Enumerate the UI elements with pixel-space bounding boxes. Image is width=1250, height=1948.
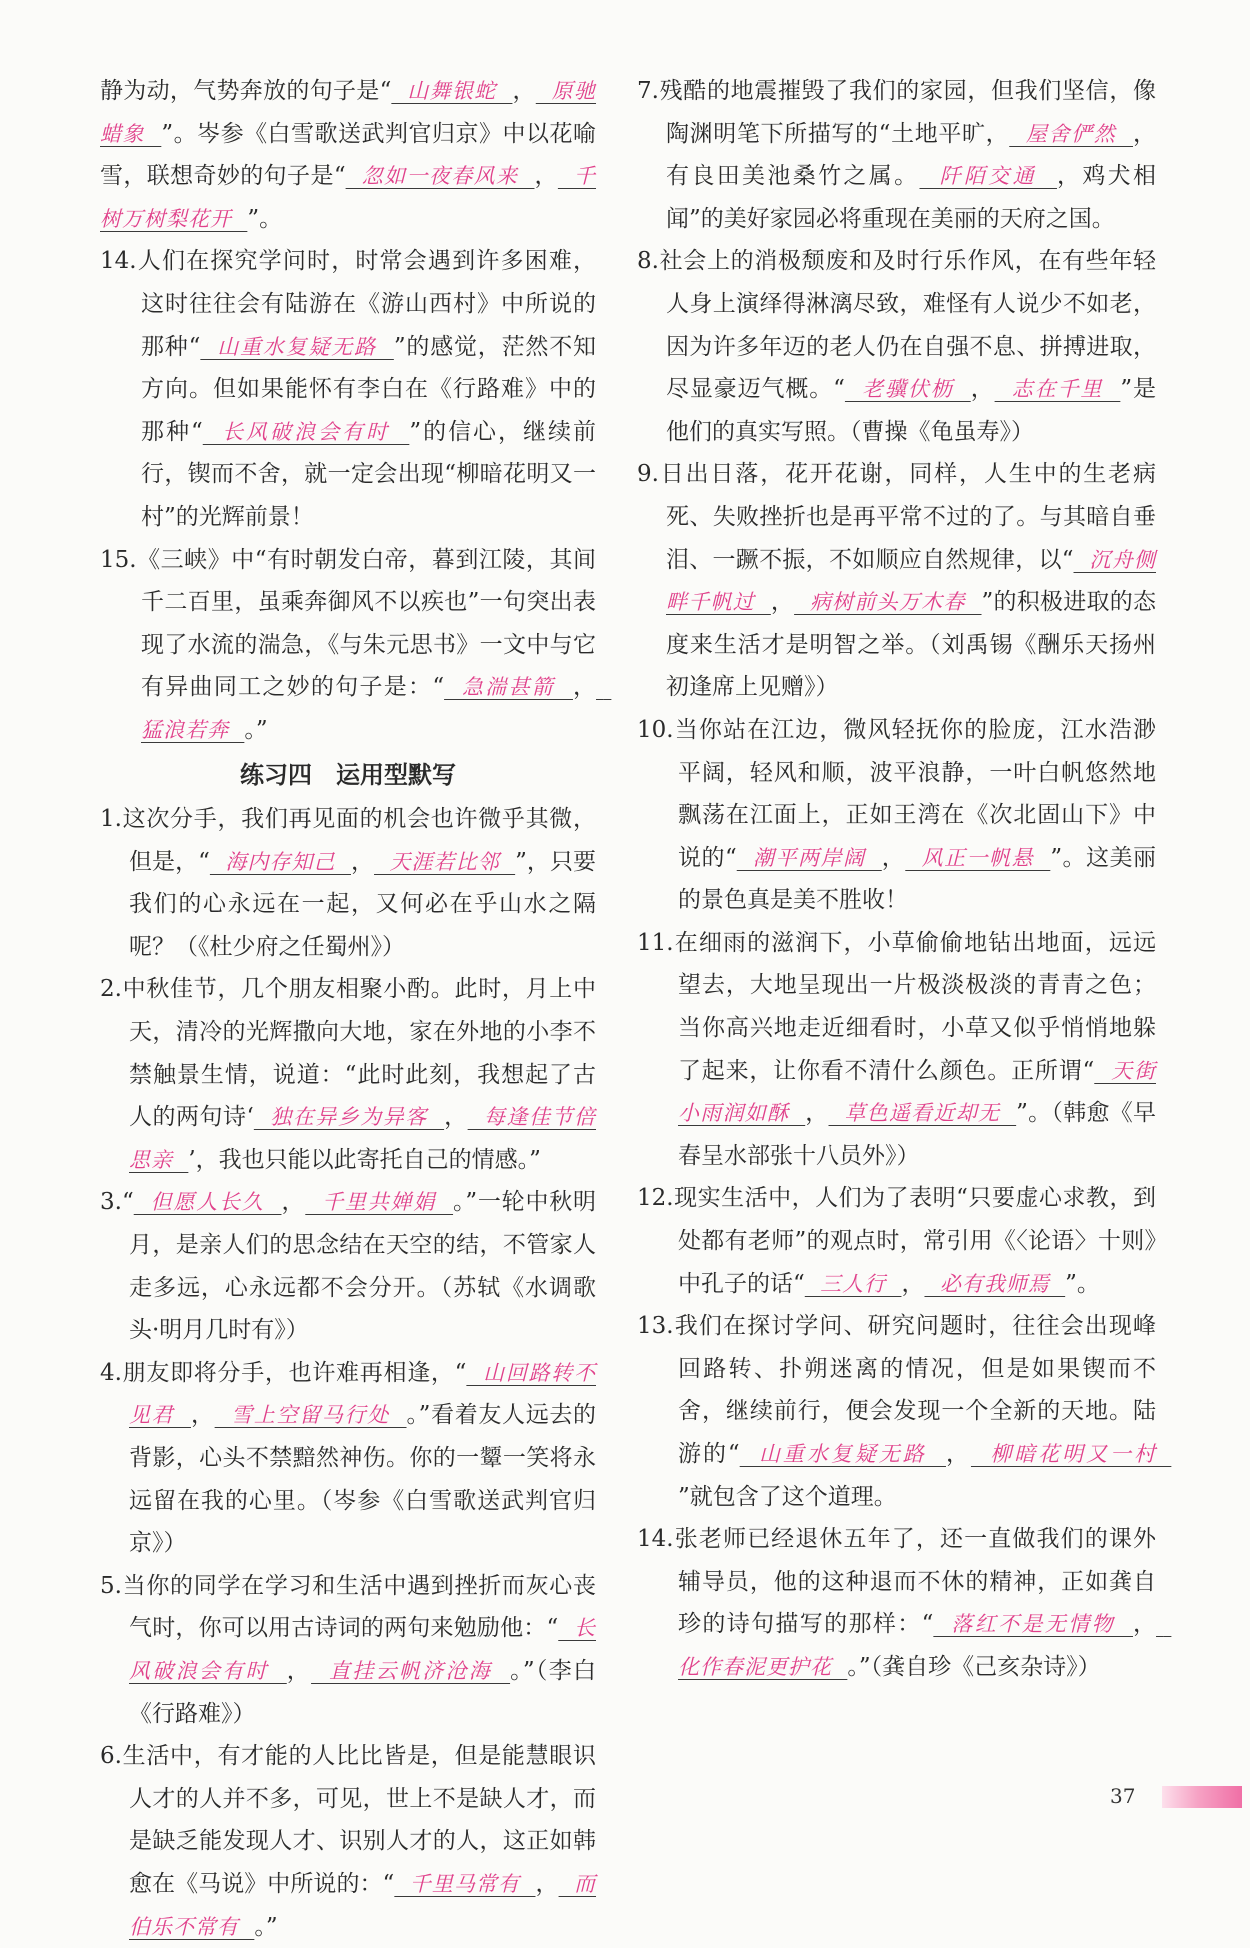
page-decoration-bar bbox=[1162, 1786, 1242, 1808]
question-number: 8. bbox=[637, 248, 659, 275]
text: ”，只要我们的心永远在一起，又何必在乎山水之隔呢？（《杜少府之任蜀州》） bbox=[129, 848, 597, 960]
text: 静为动，气势奔放的句子是“ bbox=[100, 78, 392, 104]
text: 当你的同学在学习和生活中遇到挫折而灰心丧气时，你可以用古诗词的两句来勉励他：“ bbox=[121, 1572, 596, 1642]
text: 张老师已经退休五年了，还一直做我们的课外辅导员，他的这种退而不休的精神，正如龚自珍的诗句描写的那样：“ bbox=[673, 1526, 1156, 1638]
answer-fill: 柳暗花明又一村 bbox=[970, 1442, 1172, 1466]
text: 中秋佳节，几个朋友相聚小酌。此时，月上中天，清冷的光辉撒向大地，家在外地的小李不禁触景生情，说道：“此时此刻，我想起了古人的两句诗‘ bbox=[121, 976, 596, 1131]
text: ， bbox=[805, 1100, 829, 1127]
answer-fill: 潮平两岸阔 bbox=[736, 845, 882, 870]
text: 当你站在江边，微风轻抚你的脸庞，江水浩渺平阔，轻风和顺，波平浪静，一叶白帆悠然地飘荡在江面上，正如王湾在《次北固山下》中说的“ bbox=[673, 716, 1156, 871]
answer-fill: 山重水复疑无路 bbox=[200, 334, 394, 359]
text: ，鸡犬相闻”的美好家园必将重现在美丽的天府之国。 bbox=[666, 163, 1157, 232]
text: ， bbox=[770, 589, 795, 616]
text: 生活中，有才能的人比比皆是，但是能慧眼识人才的人并不多，可见，世上不是缺人才，而是缺乏能发现人才、识别人才的人，这正如韩愈在《马说》中所说的：“ bbox=[121, 1743, 596, 1897]
answer-fill: 天街小雨润如酥 bbox=[678, 1058, 1156, 1126]
question-number: 2. bbox=[100, 976, 122, 1003]
answer-fill: 志在千里 bbox=[994, 377, 1121, 402]
question-2 bbox=[100, 968, 596, 1181]
question-1 bbox=[100, 798, 596, 968]
question-number: 4. bbox=[100, 1359, 122, 1386]
answer-fill: 病树前头万木春 bbox=[794, 590, 982, 615]
text: ”。 bbox=[247, 205, 283, 232]
answer-fill: 海内存知己 bbox=[209, 849, 351, 874]
text: ”。（韩愈《早春呈水部张十八员外》） bbox=[678, 1100, 1157, 1169]
answer-fill: 阡陌交通 bbox=[919, 164, 1057, 189]
answer-fill: 雪上空留马行处 bbox=[214, 1403, 407, 1428]
text: 日出日落，花开花谢，同样，人生中的生老病死、失败挫折也是再平常不过的了。与其暗自垂泪、一蹶不振，不如顺应自然规律，以“ bbox=[658, 461, 1156, 573]
text: 。” bbox=[254, 1913, 278, 1940]
text: 。”（李白《行路难》） bbox=[129, 1657, 597, 1727]
question-number: 1. bbox=[100, 806, 122, 833]
answer-fill: 沉舟侧畔千帆过 bbox=[666, 547, 1156, 615]
text: 在细雨的滋润下，小草偷偷地钻出地面，远远望去，大地呈现出一片极淡极淡的青青之色；当你高兴地走近细看时，小草又似乎悄悄地躲了起来，让你看不清什么颜色。正所谓“ bbox=[673, 929, 1156, 1084]
question-6 bbox=[100, 1735, 596, 1948]
left-column bbox=[100, 70, 612, 1948]
question-number: 12. bbox=[637, 1185, 674, 1212]
text: ， bbox=[535, 1870, 559, 1897]
text: ， bbox=[1133, 1611, 1157, 1638]
question-13 bbox=[637, 1305, 1172, 1518]
question-15 bbox=[100, 539, 612, 752]
text: “ bbox=[121, 1189, 134, 1216]
answer-fill: 急湍甚箭 bbox=[444, 675, 573, 700]
text: 朋友即将分手，也许难再相逢，“ bbox=[121, 1359, 467, 1386]
text: ”的积极进取的态度来生活才是明智之举。（刘禹锡《酬乐天扬州初逢席上见赠》） bbox=[666, 589, 1157, 701]
question-12 bbox=[637, 1177, 1156, 1305]
question-14-right bbox=[637, 1518, 1172, 1688]
question-number: 14. bbox=[637, 1526, 674, 1553]
answer-fill: 山重水复疑无路 bbox=[739, 1442, 946, 1466]
text: ， bbox=[281, 1189, 306, 1216]
question-number: 3. bbox=[100, 1189, 122, 1216]
text: 我们在探讨学问、研究问题时，往往会出现峰回路转、扑朔迷离的情况，但是如果锲而不舍，继续前行，便会发现一个全新的天地。陆游的“ bbox=[673, 1313, 1156, 1467]
text: 人们在探究学问时，时常会遇到许多困难，这时往往会有陆游在《游山西村》中所说的那种“ bbox=[136, 248, 596, 360]
question-4 bbox=[100, 1352, 596, 1565]
answer-fill: 天涯若比邻 bbox=[374, 849, 516, 874]
question-10 bbox=[637, 709, 1156, 922]
question-8 bbox=[637, 240, 1156, 453]
question-number: 11. bbox=[637, 929, 674, 956]
text: ， bbox=[512, 78, 536, 104]
answer-fill: 直挂云帆济沧海 bbox=[311, 1658, 511, 1683]
text: ， bbox=[444, 1104, 468, 1131]
answer-fill: 化作春泥更护花 bbox=[678, 1612, 1172, 1679]
answer-fill: 而伯乐不常有 bbox=[129, 1871, 597, 1939]
text: ”。这美丽的景色真是美不胜收！ bbox=[678, 844, 1157, 914]
answer-fill: 千树万树梨花开 bbox=[100, 164, 597, 231]
question-number: 9. bbox=[637, 461, 659, 488]
text: ，有良田美池桑竹之属。 bbox=[666, 120, 1157, 190]
answer-fill: 千里共婵娟 bbox=[305, 1190, 454, 1215]
question-number: 13. bbox=[637, 1313, 674, 1340]
text: ， bbox=[881, 844, 906, 871]
text: ， bbox=[573, 674, 596, 701]
text: 。”看着友人远去的背影，心头不禁黯然神伤。你的一颦一笑将永远留在我的心里。（岑参《白雪歌送武判官归京》） bbox=[129, 1402, 596, 1557]
text: 。”（龚自珍《己亥杂诗》） bbox=[847, 1653, 1101, 1680]
answer-fill: 原驰蜡象 bbox=[100, 79, 597, 146]
text: 。” bbox=[244, 716, 268, 743]
question-14 bbox=[100, 240, 596, 538]
text: ， bbox=[534, 163, 558, 190]
question-5 bbox=[100, 1565, 596, 1735]
answer-fill: 老骥伏枥 bbox=[844, 377, 971, 402]
right-column bbox=[637, 70, 1172, 1689]
answer-fill: 忽如一夜春风来 bbox=[345, 164, 535, 189]
text: ， bbox=[901, 1270, 925, 1297]
answer-fill: 山回路转不见君 bbox=[129, 1360, 596, 1428]
text: ， bbox=[945, 1441, 971, 1467]
answer-fill: 但愿人长久 bbox=[133, 1190, 282, 1215]
text: 这次分手，我们再见面的机会也许微乎其微，但是，“ bbox=[121, 806, 596, 875]
answer-fill: 必有我师焉 bbox=[924, 1271, 1066, 1296]
answer-fill: 草色遥看近却无 bbox=[828, 1101, 1017, 1126]
question-number: 7. bbox=[637, 78, 659, 104]
text: ， bbox=[970, 376, 995, 403]
answer-fill: 每逢佳节倍思亲 bbox=[129, 1105, 597, 1172]
answer-fill: 风正一帆悬 bbox=[905, 845, 1051, 870]
answer-fill: 长风破浪会有时 bbox=[202, 419, 410, 444]
question-number: 15. bbox=[100, 546, 137, 573]
text: 残酷的地震摧毁了我们的家园，但我们坚信，像陶渊明笔下所描写的“土地平旷， bbox=[658, 78, 1156, 147]
question-number: 5. bbox=[100, 1572, 122, 1599]
q13-continuation bbox=[100, 70, 596, 240]
text: ”的信心，继续前行，锲而不舍，就一定会出现“柳暗花明又一村”的光辉前景！ bbox=[141, 418, 597, 530]
text: 社会上的消极颓废和及时行乐作风，在有些年轻人身上演绎得淋漓尽致，难怪有人说少不如老，因为许多年迈的老人仍在自强不息、拼搏进取，尽显豪迈气概。“ bbox=[658, 248, 1156, 403]
answer-fill: 长风破浪会有时 bbox=[129, 1616, 596, 1683]
answer-fill: 落红不是无情物 bbox=[933, 1612, 1134, 1637]
text: 现实生活中，人们为了表明“只要虚心求教，到处都有老师”的观点时，常引用《〈论语〉十则》中孔子的话“ bbox=[673, 1185, 1156, 1297]
page-number: 37 bbox=[1110, 1784, 1136, 1808]
text: ”的感觉，茫然不知方向。但如果能怀有李白在《行路难》中的那种“ bbox=[141, 333, 596, 445]
text: ， bbox=[190, 1402, 215, 1429]
question-3 bbox=[100, 1181, 596, 1351]
answer-fill: 山舞银蛇 bbox=[391, 79, 513, 103]
answer-fill: 千里马常有 bbox=[394, 1871, 536, 1896]
question-number: 6. bbox=[100, 1743, 122, 1770]
text: 。”一轮中秋明月，是亲人们的思念结在天空的结，不管家人走多远，心永远都不会分开。（苏轼《水调歌头·明月几时有》） bbox=[129, 1189, 597, 1344]
text: ”。岑参《白雪歌送武判官归京》中以花喻雪，联想奇妙的句子是“ bbox=[100, 120, 596, 190]
text: ”。 bbox=[1065, 1270, 1100, 1297]
text: ”是他们的真实写照。（曹操《龟虽寿》） bbox=[666, 376, 1157, 445]
text: ”就包含了这个道理。 bbox=[678, 1483, 897, 1510]
question-11 bbox=[637, 922, 1156, 1178]
question-9 bbox=[637, 453, 1156, 709]
question-number: 14. bbox=[100, 248, 137, 275]
question-7 bbox=[637, 70, 1156, 240]
answer-fill: 三人行 bbox=[804, 1271, 902, 1296]
text: ’，我也只能以此寄托自己的情感。” bbox=[188, 1146, 541, 1173]
text: ， bbox=[350, 848, 375, 875]
answer-fill: 猛浪若奔 bbox=[141, 675, 612, 742]
text: 《三峡》中“有时朝发白帝，暮到江陵，其间千二百里，虽乘奔御风不以疾也”一句突出表现了水流的湍急，《与朱元思书》一文中与它有异曲同工之妙的句子是：“ bbox=[136, 546, 596, 701]
section-title: 练习四 运用型默写 bbox=[240, 760, 456, 789]
answer-fill: 独在异乡为异客 bbox=[253, 1105, 445, 1130]
question-number: 10. bbox=[637, 716, 674, 743]
text: ， bbox=[286, 1657, 312, 1684]
answer-fill: 屋舍俨然 bbox=[1009, 121, 1134, 146]
